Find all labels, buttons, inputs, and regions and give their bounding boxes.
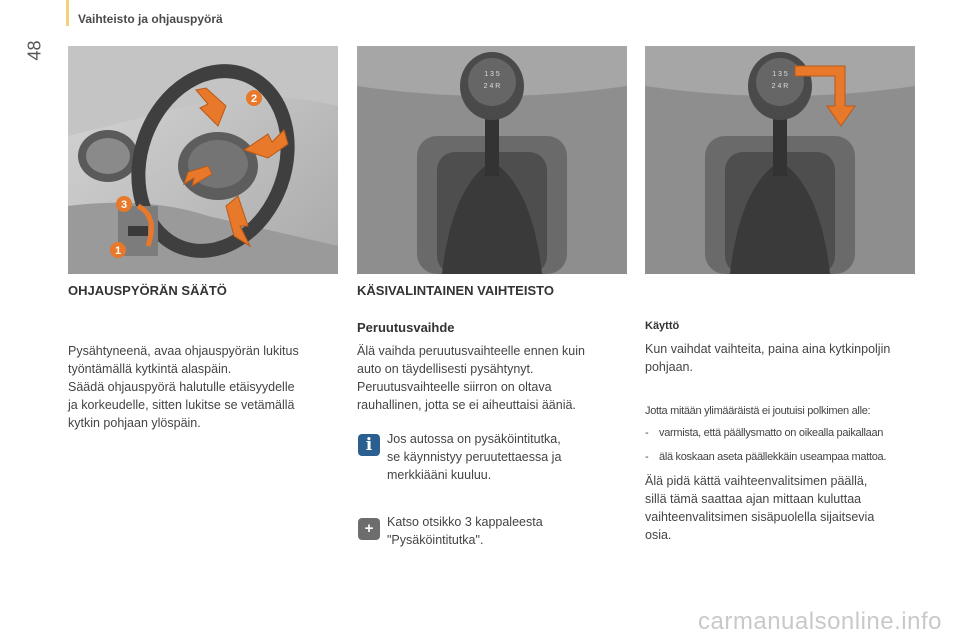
knob-pattern-bottom: 2 4 R <box>771 83 789 90</box>
text-line: sillä tämä saattaa ajan mittaan kuluttaa <box>645 492 862 506</box>
text-line: ja korkeudelle, sitten lukitse se vetämällä <box>68 398 295 412</box>
gear-lever-figure-right <box>645 46 915 274</box>
text-line: Säädä ohjauspyörä halutulle etäisyydelle <box>68 380 295 394</box>
text-line: osia. <box>645 528 672 542</box>
text-line: Älä pidä kättä vaihteenvalitsimen päällä, <box>645 474 868 488</box>
text-line: auto on täydellisesti pysähtynyt. <box>357 362 534 376</box>
page-number: 48 <box>24 40 45 61</box>
text-line: "Pysäköintitutka". <box>387 533 484 547</box>
text-line: Pysähtyneenä, avaa ohjauspyörän lukitus <box>68 344 299 358</box>
note-intro: Jotta mitään ylimääräistä ei joutuisi polkimen alle: <box>645 405 871 417</box>
see-also-note <box>387 513 617 549</box>
steering-section-title: OHJAUSPYÖRÄN SÄÄTÖ <box>68 283 227 298</box>
bullet-item: - älä koskaan aseta päällekkäin useampaa mattoa. <box>645 451 887 463</box>
knob-pattern-bottom: 2 4 R <box>483 83 501 90</box>
pedal-note <box>645 403 920 465</box>
reverse-gear-title: Peruutusvaihde <box>357 320 455 335</box>
gear-lever-figure-left <box>357 46 627 274</box>
text-line: työntämällä kytkintä alaspäin. <box>68 362 232 376</box>
warning-text <box>645 472 920 544</box>
text-line: Kun vaihdat vaihteita, paina aina kytkinpoljin <box>645 342 891 356</box>
text-line: se käynnistyy peruutettaessa ja <box>387 450 562 464</box>
callout-2: 2 <box>250 93 258 105</box>
reverse-gear-text <box>357 342 627 414</box>
text-line: Älä vaihda peruutusvaihteelle ennen kuin <box>357 344 585 358</box>
callout-1: 1 <box>114 245 122 257</box>
text-line: vaihteenvalitsimen sisäpuolella sijaitsevia <box>645 510 875 524</box>
text-line: merkkiääni kuuluu. <box>387 468 492 482</box>
knob-pattern-top: 1 3 5 <box>772 71 788 78</box>
usage-title: Käyttö <box>645 320 680 332</box>
text-line: Jos autossa on pysäköintitutka, <box>387 432 561 446</box>
bullet-item: - varmista, että päällysmatto on oikealla paikallaan <box>645 427 884 439</box>
steering-wheel-figure <box>68 46 338 274</box>
text-line: Katso otsikko 3 kappaleesta <box>387 515 543 529</box>
text-line: rauhallinen, jotta se ei aiheuttaisi ääniä. <box>357 398 576 412</box>
parking-sensor-note <box>387 430 617 484</box>
header-accent-bar <box>66 0 69 26</box>
text-line: pohjaan. <box>645 360 693 374</box>
section-header: Vaihteisto ja ohjauspyörä <box>78 12 223 26</box>
callout-3: 3 <box>120 199 128 211</box>
watermark: carmanualsonline.info <box>698 608 942 635</box>
text-line: Peruutusvaihteelle siirron on oltava <box>357 380 552 394</box>
info-icon: i <box>358 434 380 456</box>
plus-icon: + <box>358 518 380 540</box>
gearbox-section-title: KÄSIVALINTAINEN VAIHTEISTO <box>357 283 554 298</box>
usage-text <box>645 340 920 376</box>
knob-pattern-top: 1 3 5 <box>484 71 500 78</box>
text-line: kytkin pohjaan ylöspäin. <box>68 416 201 430</box>
steering-instructions <box>68 342 338 432</box>
